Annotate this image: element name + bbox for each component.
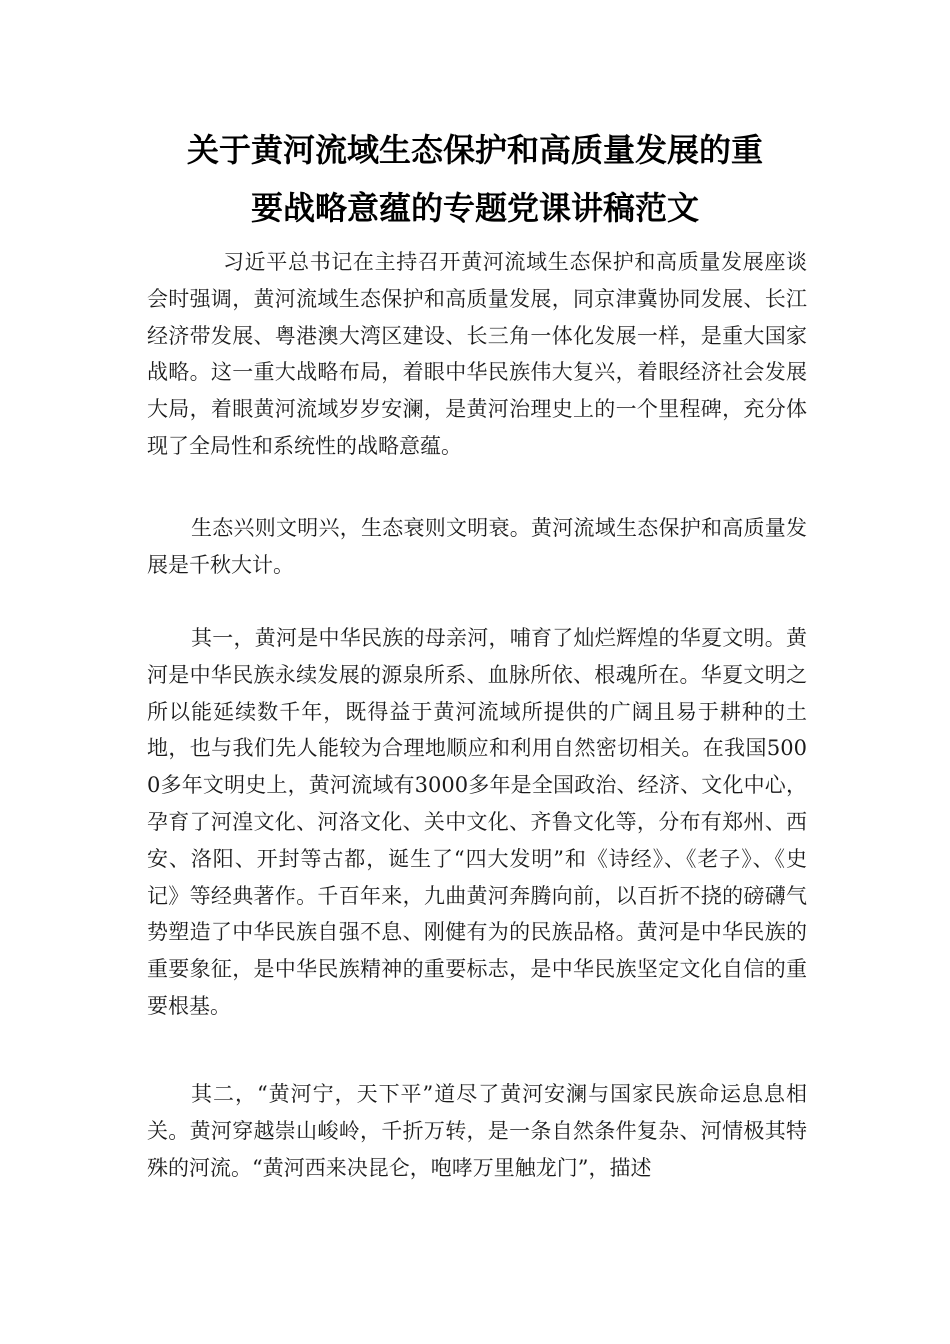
paragraph-second-point: 其二，“黄河宁，天下平”道尽了黄河安澜与国家民族命运息息相关。黄河穿越崇山峻岭，千折万转，是一条自然条件复杂、河情极其特殊的河流。“黄河西来决昆仑，咆哮万里触龙门”，描述: [147, 1082, 807, 1180]
paragraph-first-point: 其一，黄河是中华民族的母亲河，哺育了灿烂辉煌的华夏文明。黄河是中华民族永续发展的源泉所系、血脉所依、根魂所在。华夏文明之所以能延续数千年，既得益于黄河流域所提供的广阔且易于耕种的土地，也与我们先人能较为合理地顺应和利用自然密切相关。在我国5000多年文明史上，黄河流域有3000多年是全国政治、经济、文化中心，孕育了河湟文化、河洛文化、关中文化、齐鲁文化等，分布有郑州、西安、洛阳、开封等古都，诞生了“四大发明”和《诗经》、《老子》、《史记》等经典著作。千百年来，九曲黄河奔腾向前，以百折不挠的磅礴气势塑造了中华民族自强不息、刚健有为的民族品格。黄河是中华民族的重要象征，是中华民族精神的重要标志，是中华民族坚定文化自信的重要根基。: [147, 626, 807, 1018]
paragraph-intro: 习近平总书记在主持召开黄河流域生态保护和高质量发展座谈会时强调，黄河流域生态保护和高质量发展，同京津冀协同发展、长江经济带发展、粤港澳大湾区建设、长三角一体化发展一样，是重大国家战略。这一重大战略布局，着眼中华民族伟大复兴，着眼经济社会发展大局，着眼黄河流域岁岁安澜，是黄河治理史上的一个里程碑，充分体现了全局性和系统性的战略意蕴。: [147, 250, 807, 458]
paragraph-ecology: 生态兴则文明兴，生态衰则文明衰。黄河流域生态保护和高质量发展是千秋大计。: [147, 516, 807, 577]
document-title-line-2: 要战略意蕴的专题党课讲稿范文: [250, 189, 699, 227]
document-title-line-1: 关于黄河流域生态保护和高质量发展的重: [186, 131, 763, 169]
